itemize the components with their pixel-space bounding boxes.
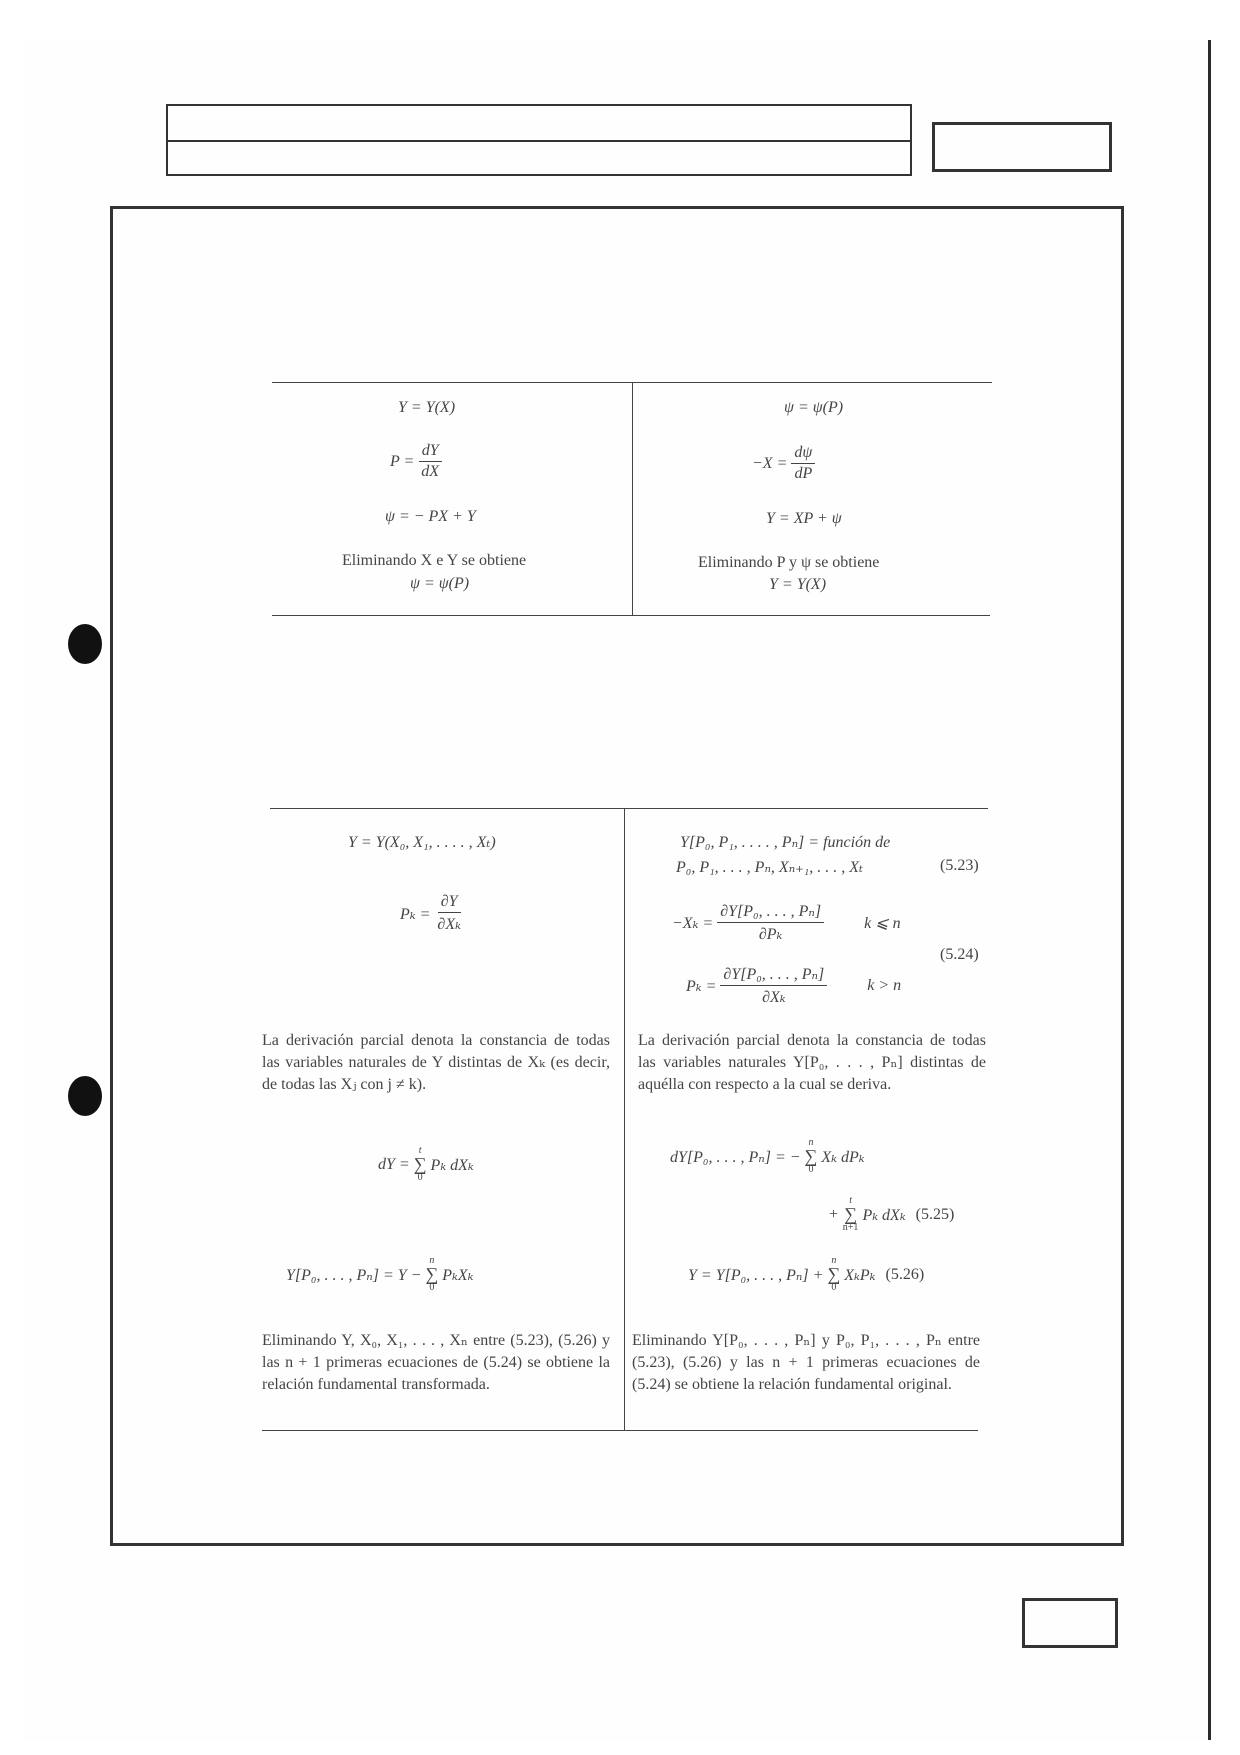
lower-left-paragraph-2: Eliminando Y, X₀, X₁, . . . , Xₙ entre (5.23), (5.26) y las n + 1 primeras ecuaciones de (5.24) se obtiene la relación fundamental transformada. <box>262 1332 610 1393</box>
lower-right-eq2 <box>672 901 901 944</box>
binder-hole-bottom <box>68 1076 102 1116</box>
lower-right-eq6-sum <box>827 1256 840 1294</box>
upper-left-eq2-num: dY <box>419 442 442 462</box>
lower-right-eq5-sum-bot: n+1 <box>842 1222 859 1233</box>
upper-left-eq2-fraction <box>418 442 442 481</box>
lower-left-eq4-sum-bot: 0 <box>429 1282 435 1293</box>
lower-right-eq2-den: ∂Pₖ <box>758 926 783 943</box>
lower-right-eq2-cond: k ⩽ n <box>864 914 901 932</box>
lower-left-eq3-sum-top: t <box>418 1145 422 1156</box>
lower-left-eq2-den: ∂Xₖ <box>437 916 461 933</box>
lower-right-eq2-lhs: −Xₖ = <box>672 914 714 932</box>
upper-table-column-divider <box>632 382 633 615</box>
upper-table-bottom-rule <box>272 615 990 616</box>
lower-right-eq1b: P₀, P₁, . . . , Pₙ, Xₙ₊₁, . . . , Xₜ <box>676 859 863 876</box>
lower-right-eq5-sum <box>843 1196 859 1234</box>
sigma-icon: ∑ <box>844 1204 858 1224</box>
lower-right-eq5-sum-top: t <box>849 1195 852 1206</box>
page-edge <box>1208 40 1211 1740</box>
lower-left-eq4 <box>286 1256 474 1294</box>
equation-label-5-25: (5.25) <box>915 1206 955 1223</box>
lower-right-eq5-lhs: + <box>828 1206 839 1223</box>
upper-right-eq3: Y = XP + ψ <box>766 510 842 527</box>
lower-left-eq3-sum-bot: 0 <box>417 1172 423 1183</box>
lower-left-eq2-num: ∂Y <box>438 893 461 913</box>
upper-right-eq2-fraction <box>791 444 815 483</box>
lower-right-eq4 <box>670 1138 865 1176</box>
lower-left-eq4-sum-top: n <box>429 1255 435 1266</box>
sigma-icon: ∑ <box>413 1154 427 1174</box>
lower-left-eq1: Y = Y(X₀, X₁, . . . . , Xₜ) <box>348 834 496 851</box>
sigma-icon: ∑ <box>804 1146 818 1166</box>
lower-right-eq5 <box>828 1196 954 1234</box>
lower-right-eq5-rhs: Pₖ dXₖ <box>862 1207 906 1224</box>
lower-right-eq6-sum-top: n <box>831 1255 837 1266</box>
lower-right-eq3-lhs: Pₖ = <box>686 977 717 995</box>
equation-label-5-26: (5.26) <box>885 1266 925 1283</box>
lower-right-eq2-num: ∂Y[P₀, . . . , Pₙ] <box>717 901 824 923</box>
upper-left-note: Eliminando X e Y se obtiene <box>342 552 527 569</box>
upper-left-result: ψ = ψ(P) <box>410 575 470 592</box>
upper-left-eq2 <box>390 442 446 481</box>
equation-label-5-24: (5.24) <box>940 946 979 963</box>
lower-right-eq6-rhs: XₖPₖ <box>844 1267 876 1284</box>
upper-right-result: Y = Y(X) <box>769 576 827 593</box>
lower-right-eq4-sum-bot: 0 <box>808 1164 814 1175</box>
lower-right-eq6 <box>688 1256 924 1294</box>
lower-left-eq2-fraction <box>434 893 464 934</box>
lower-right-eq6-sum-bot: 0 <box>831 1282 837 1293</box>
lower-right-paragraph-2: Eliminando Y[P₀, . . . , Pₙ] y P₀, P₁, . . . , Pₙ entre (5.23), (5.26) y las n + 1 primeras ecuaciones de (5.24) se obtiene la relación fundamental original. <box>632 1332 980 1393</box>
header-divider <box>168 140 912 142</box>
lower-right-eq4-sum-top: n <box>808 1137 814 1148</box>
lower-right-eq4-rhs: Xₖ dPₖ <box>821 1149 865 1166</box>
sigma-icon: ∑ <box>425 1264 439 1284</box>
lower-right-eq6-lhs: Y = Y[P₀, . . . , Pₙ] + <box>688 1267 824 1284</box>
lower-right-eq3-den: ∂Xₖ <box>762 989 786 1006</box>
upper-right-eq1: ψ = ψ(P) <box>784 399 844 416</box>
lower-right-eq2-fraction <box>717 901 824 944</box>
lower-right-eq3-num: ∂Y[P₀, . . . , Pₙ] <box>720 964 827 986</box>
lower-left-eq3-sum <box>414 1146 427 1184</box>
upper-right-eq2-lhs: −X = <box>752 454 788 472</box>
lower-left-eq3 <box>378 1146 474 1184</box>
lower-right-eq3-fraction <box>720 964 827 1007</box>
lower-right-eq4-lhs: dY[P₀, . . . , Pₙ] = − <box>670 1149 801 1166</box>
upper-right-eq2-num: dψ <box>791 444 815 464</box>
upper-left-eq1: Y = Y(X) <box>398 399 456 416</box>
lower-left-eq3-lhs: dY = <box>378 1156 410 1173</box>
upper-left-eq3: ψ = − PX + Y <box>385 508 476 525</box>
lower-right-paragraph-1: La derivación parcial denota la constancia de todas las variables naturales Y[P₀, . . . , Pₙ] distintas de aquélla con respecto a la cual se deriva. <box>638 1032 986 1093</box>
lower-right-eq3 <box>686 964 901 1007</box>
lower-left-eq4-rhs: PₖXₖ <box>442 1267 474 1284</box>
upper-right-eq2 <box>752 444 819 483</box>
header-number-box <box>932 122 1112 172</box>
lower-left-eq3-rhs: Pₖ dXₖ <box>430 1157 474 1174</box>
lower-left-eq2-lhs: Pₖ = <box>400 905 431 923</box>
binder-hole-top <box>68 624 102 664</box>
lower-table-column-divider <box>624 808 625 1430</box>
page-number-box <box>1022 1598 1118 1648</box>
lower-right-eq4-sum <box>805 1138 818 1176</box>
sigma-icon: ∑ <box>827 1264 841 1284</box>
lower-right-eq3-cond: k > n <box>867 976 902 994</box>
upper-right-eq2-den: dP <box>794 465 813 482</box>
lower-left-eq4-lhs: Y[P₀, . . . , Pₙ] = Y − <box>286 1267 422 1284</box>
lower-right-eq1a: Y[P₀, P₁, . . . . , Pₙ] = función de <box>680 834 891 851</box>
lower-table-top-rule <box>270 808 988 809</box>
lower-left-eq2 <box>400 893 468 934</box>
equation-label-5-23: (5.23) <box>940 857 979 874</box>
lower-left-paragraph-1: La derivación parcial denota la constancia de todas las variables naturales de Y distintas de Xₖ (es decir, de todas las Xⱼ con j ≠ k). <box>262 1032 610 1093</box>
lower-table-bottom-rule <box>262 1430 978 1431</box>
upper-left-eq2-lhs: P = <box>390 452 415 470</box>
upper-left-eq2-den: dX <box>421 463 440 480</box>
lower-left-eq4-sum <box>425 1256 438 1294</box>
upper-right-note: Eliminando P y ψ se obtiene <box>698 554 880 571</box>
